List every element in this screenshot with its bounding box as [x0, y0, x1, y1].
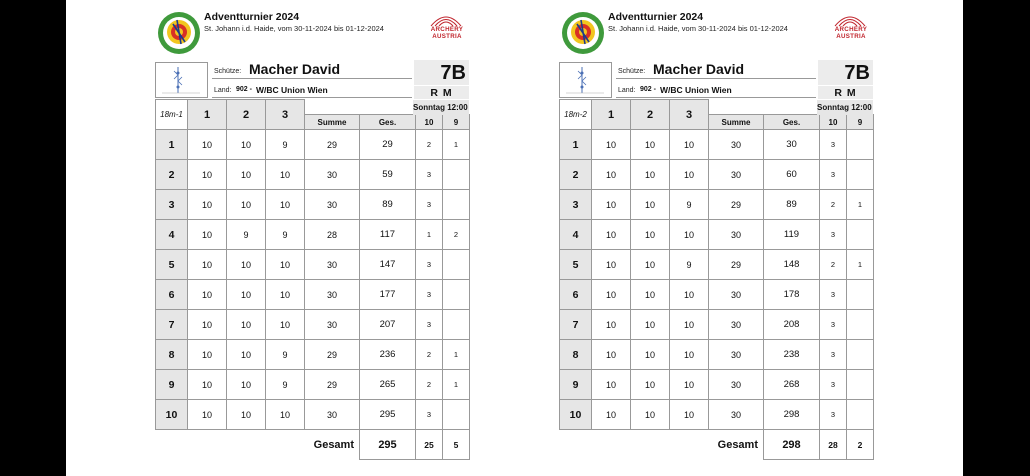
- gesamt-tens: 25: [416, 430, 443, 460]
- nines-count: 2: [443, 220, 470, 250]
- end-sum: 29: [305, 130, 360, 160]
- end-sum: 29: [305, 340, 360, 370]
- col-header-arrow: 3: [266, 100, 305, 130]
- tens-count: 3: [820, 160, 847, 190]
- end-number: 7: [560, 310, 592, 340]
- arrow-score: 10: [631, 250, 670, 280]
- club-name: W/BC Union Wien: [660, 85, 732, 95]
- end-sum: 30: [709, 130, 764, 160]
- target-face-thumbnail: [155, 62, 208, 98]
- gesamt-nines: 2: [847, 430, 874, 460]
- shooter-label: Schütze:: [618, 68, 646, 75]
- arrow-score: 10: [592, 340, 631, 370]
- end-number: 1: [156, 130, 188, 160]
- col-header-sum: Summe: [709, 115, 764, 130]
- nines-count: [847, 340, 874, 370]
- end-number: 10: [560, 400, 592, 430]
- tournament-title: Adventturnier 2024: [204, 11, 300, 23]
- end-number: 2: [560, 160, 592, 190]
- arrow-score: 10: [266, 310, 305, 340]
- table-row: [560, 400, 874, 430]
- tournament-title: Adventturnier 2024: [608, 11, 704, 23]
- end-number: 8: [560, 340, 592, 370]
- distance-label: 18m-1: [156, 100, 188, 130]
- club-logo: [157, 10, 201, 56]
- land-code: 902 -: [236, 86, 252, 93]
- archery-austria-logo: ARCHERY AUSTRIA: [430, 26, 464, 40]
- table-row: [560, 340, 874, 370]
- arrow-score: 10: [266, 280, 305, 310]
- arrow-score: 10: [592, 310, 631, 340]
- end-sum: 30: [709, 160, 764, 190]
- running-total: 298: [764, 400, 820, 430]
- gesamt-nines: 5: [443, 430, 470, 460]
- tens-count: 2: [416, 370, 443, 400]
- running-total: 238: [764, 340, 820, 370]
- nines-count: [443, 160, 470, 190]
- arrow-score: 10: [227, 370, 266, 400]
- col-header-total: Ges.: [360, 115, 416, 130]
- end-number: 4: [156, 220, 188, 250]
- session-label: Sonntag 12:00: [817, 100, 873, 115]
- table-row: [560, 130, 874, 160]
- end-number: 1: [560, 130, 592, 160]
- tens-count: 2: [416, 340, 443, 370]
- tens-count: 3: [416, 250, 443, 280]
- nines-count: [847, 130, 874, 160]
- end-sum: 30: [305, 160, 360, 190]
- running-total: 268: [764, 370, 820, 400]
- end-sum: 30: [305, 280, 360, 310]
- arrow-score: 10: [592, 370, 631, 400]
- nines-count: [847, 400, 874, 430]
- table-row: [560, 310, 874, 340]
- table-row: [156, 130, 470, 160]
- end-number: 7: [156, 310, 188, 340]
- table-row: [560, 370, 874, 400]
- target-face-thumbnail: [559, 62, 612, 98]
- running-total: 148: [764, 250, 820, 280]
- col-header-arrow: 2: [227, 100, 266, 130]
- table-row: [156, 310, 470, 340]
- land-label: Land:: [214, 87, 232, 94]
- arrow-score: 10: [188, 250, 227, 280]
- tens-count: 3: [416, 310, 443, 340]
- arrow-score: 10: [227, 400, 266, 430]
- arrow-score: 10: [592, 130, 631, 160]
- target-face-icon: [156, 63, 207, 97]
- target-number: 7B: [414, 60, 469, 85]
- running-total: 265: [360, 370, 416, 400]
- col-header-arrow: 2: [631, 100, 670, 130]
- table-row: [156, 400, 470, 430]
- nines-count: [443, 190, 470, 220]
- arrow-score: 10: [592, 190, 631, 220]
- tens-count: 3: [820, 280, 847, 310]
- arrow-score: 10: [670, 340, 709, 370]
- nines-count: [847, 160, 874, 190]
- tournament-dates: St. Johann i.d. Haide, vom 30-11-2024 bis 01-12-2024: [608, 24, 788, 33]
- shooter-name: Macher David: [249, 61, 341, 77]
- end-sum: 29: [305, 370, 360, 400]
- nines-count: [847, 280, 874, 310]
- end-sum: 30: [709, 280, 764, 310]
- divider: [212, 97, 412, 98]
- tens-count: 2: [820, 250, 847, 280]
- arrow-score: 10: [631, 400, 670, 430]
- divider: [616, 97, 816, 98]
- target-face-icon: [560, 63, 611, 97]
- arrow-score: 10: [227, 280, 266, 310]
- arrow-score: 10: [188, 340, 227, 370]
- col-header-tens: 10: [820, 115, 847, 130]
- end-number: 10: [156, 400, 188, 430]
- target-number: 7B: [818, 60, 873, 85]
- arrow-score: 10: [188, 130, 227, 160]
- running-total: 147: [360, 250, 416, 280]
- arrow-score: 10: [188, 310, 227, 340]
- land-label: Land:: [618, 87, 636, 94]
- arrow-score: 10: [592, 400, 631, 430]
- gesamt-label: Gesamt: [717, 438, 758, 451]
- table-row: [156, 160, 470, 190]
- running-total: 89: [764, 190, 820, 220]
- end-number: 6: [156, 280, 188, 310]
- tens-count: 3: [416, 160, 443, 190]
- running-total: 60: [764, 160, 820, 190]
- end-number: 6: [560, 280, 592, 310]
- gesamt-total: 298: [764, 430, 820, 460]
- shooter-label: Schütze:: [214, 68, 242, 75]
- running-total: 295: [360, 400, 416, 430]
- table-row: [156, 220, 470, 250]
- end-sum: 30: [709, 340, 764, 370]
- end-number: 8: [156, 340, 188, 370]
- running-total: 119: [764, 220, 820, 250]
- end-sum: 30: [305, 310, 360, 340]
- arrow-score: 10: [592, 250, 631, 280]
- tens-count: 3: [416, 190, 443, 220]
- end-sum: 29: [709, 250, 764, 280]
- tens-count: 3: [820, 370, 847, 400]
- archer-class: R M: [414, 86, 469, 99]
- nines-count: [443, 280, 470, 310]
- arrow-score: 10: [188, 280, 227, 310]
- running-total: 208: [764, 310, 820, 340]
- col-header-total: Ges.: [764, 115, 820, 130]
- club-name: W/BC Union Wien: [256, 85, 328, 95]
- archer-class: R M: [818, 86, 873, 99]
- document-page: [66, 0, 963, 476]
- arrow-score: 10: [670, 400, 709, 430]
- end-sum: 29: [709, 190, 764, 220]
- tens-count: 3: [416, 280, 443, 310]
- divider: [212, 78, 412, 79]
- arrow-score: 10: [631, 340, 670, 370]
- tens-count: 3: [820, 220, 847, 250]
- table-row: [156, 340, 470, 370]
- divider: [616, 78, 816, 79]
- shooter-name: Macher David: [653, 61, 745, 77]
- running-total: 29: [360, 130, 416, 160]
- arrow-score: 9: [227, 220, 266, 250]
- session-label: Sonntag 12:00: [413, 100, 469, 115]
- running-total: 207: [360, 310, 416, 340]
- table-row: [156, 190, 470, 220]
- running-total: 178: [764, 280, 820, 310]
- end-sum: 30: [709, 220, 764, 250]
- running-total: 30: [764, 130, 820, 160]
- arrow-score: 10: [631, 310, 670, 340]
- arrow-score: 9: [266, 220, 305, 250]
- tournament-dates: St. Johann i.d. Haide, vom 30-11-2024 bis 01-12-2024: [204, 24, 384, 33]
- arrow-score: 9: [266, 370, 305, 400]
- nines-count: 1: [847, 190, 874, 220]
- score-table: [559, 99, 874, 460]
- tens-count: 2: [416, 130, 443, 160]
- archery-austria-logo: ARCHERY AUSTRIA: [834, 26, 868, 40]
- score-table: [155, 99, 470, 460]
- distance-label: 18m-2: [560, 100, 592, 130]
- running-total: 59: [360, 160, 416, 190]
- arrow-score: 10: [592, 280, 631, 310]
- end-sum: 30: [709, 310, 764, 340]
- nines-count: [443, 400, 470, 430]
- end-sum: 30: [305, 400, 360, 430]
- arrow-score: 10: [227, 130, 266, 160]
- arrow-score: 10: [670, 160, 709, 190]
- gesamt-tens: 28: [820, 430, 847, 460]
- nines-count: [847, 220, 874, 250]
- arrow-score: 10: [188, 190, 227, 220]
- arrow-score: 10: [670, 310, 709, 340]
- scorecard: [559, 0, 879, 476]
- table-row: [560, 160, 874, 190]
- col-header-tens: 10: [416, 115, 443, 130]
- tens-count: 3: [820, 400, 847, 430]
- col-header-arrow: 1: [592, 100, 631, 130]
- nines-count: [847, 370, 874, 400]
- gesamt-label: Gesamt: [313, 438, 354, 451]
- arrow-score: 10: [592, 160, 631, 190]
- nines-count: 1: [443, 340, 470, 370]
- end-number: 5: [156, 250, 188, 280]
- table-row: [560, 280, 874, 310]
- arrow-score: 10: [227, 340, 266, 370]
- arrow-score: 10: [227, 160, 266, 190]
- tens-count: 1: [416, 220, 443, 250]
- col-header-arrow: 1: [188, 100, 227, 130]
- arrow-score: 10: [188, 220, 227, 250]
- tens-count: 3: [820, 310, 847, 340]
- end-sum: 30: [709, 370, 764, 400]
- arrow-score: 10: [266, 400, 305, 430]
- land-code: 902 -: [640, 86, 656, 93]
- arrow-score: 10: [631, 130, 670, 160]
- tens-count: 2: [820, 190, 847, 220]
- arrow-score: 10: [631, 190, 670, 220]
- end-number: 2: [156, 160, 188, 190]
- arrow-score: 10: [670, 130, 709, 160]
- gesamt-total: 295: [360, 430, 416, 460]
- arrow-score: 10: [266, 190, 305, 220]
- arrow-score: 10: [227, 310, 266, 340]
- arrow-score: 10: [227, 250, 266, 280]
- arrow-score: 10: [266, 250, 305, 280]
- end-number: 5: [560, 250, 592, 280]
- end-number: 4: [560, 220, 592, 250]
- table-row: [560, 190, 874, 220]
- arrow-score: 9: [266, 340, 305, 370]
- running-total: 177: [360, 280, 416, 310]
- table-row: [156, 250, 470, 280]
- running-total: 117: [360, 220, 416, 250]
- arrow-score: 10: [188, 370, 227, 400]
- end-sum: 28: [305, 220, 360, 250]
- nines-count: 1: [443, 370, 470, 400]
- table-row: [560, 250, 874, 280]
- nines-count: [443, 250, 470, 280]
- arrow-score: 10: [670, 280, 709, 310]
- nines-count: 1: [443, 130, 470, 160]
- arrow-score: 10: [670, 220, 709, 250]
- col-header-nines: 9: [847, 115, 874, 130]
- tens-count: 3: [416, 400, 443, 430]
- arrow-score: 9: [670, 250, 709, 280]
- nines-count: [847, 310, 874, 340]
- arrow-score: 10: [631, 370, 670, 400]
- arrow-score: 9: [670, 190, 709, 220]
- end-sum: 30: [305, 190, 360, 220]
- arrow-score: 10: [188, 160, 227, 190]
- arrow-score: 10: [631, 220, 670, 250]
- arrow-score: 10: [266, 160, 305, 190]
- running-total: 89: [360, 190, 416, 220]
- nines-count: [443, 310, 470, 340]
- arrow-score: 10: [631, 280, 670, 310]
- club-logo: [561, 10, 605, 56]
- end-sum: 30: [709, 400, 764, 430]
- col-header-arrow: 3: [670, 100, 709, 130]
- col-header-sum: Summe: [305, 115, 360, 130]
- table-row: [156, 370, 470, 400]
- end-number: 9: [560, 370, 592, 400]
- arrow-score: 10: [227, 190, 266, 220]
- running-total: 236: [360, 340, 416, 370]
- end-number: 3: [156, 190, 188, 220]
- arrow-score: 10: [631, 160, 670, 190]
- end-number: 3: [560, 190, 592, 220]
- table-row: [156, 280, 470, 310]
- tens-count: 3: [820, 340, 847, 370]
- arrow-score: 10: [188, 400, 227, 430]
- scorecard: [155, 0, 475, 476]
- table-row: [560, 220, 874, 250]
- end-number: 9: [156, 370, 188, 400]
- nines-count: 1: [847, 250, 874, 280]
- tens-count: 3: [820, 130, 847, 160]
- arrow-score: 10: [592, 220, 631, 250]
- col-header-nines: 9: [443, 115, 470, 130]
- arrow-score: 10: [670, 370, 709, 400]
- arrow-score: 9: [266, 130, 305, 160]
- end-sum: 30: [305, 250, 360, 280]
